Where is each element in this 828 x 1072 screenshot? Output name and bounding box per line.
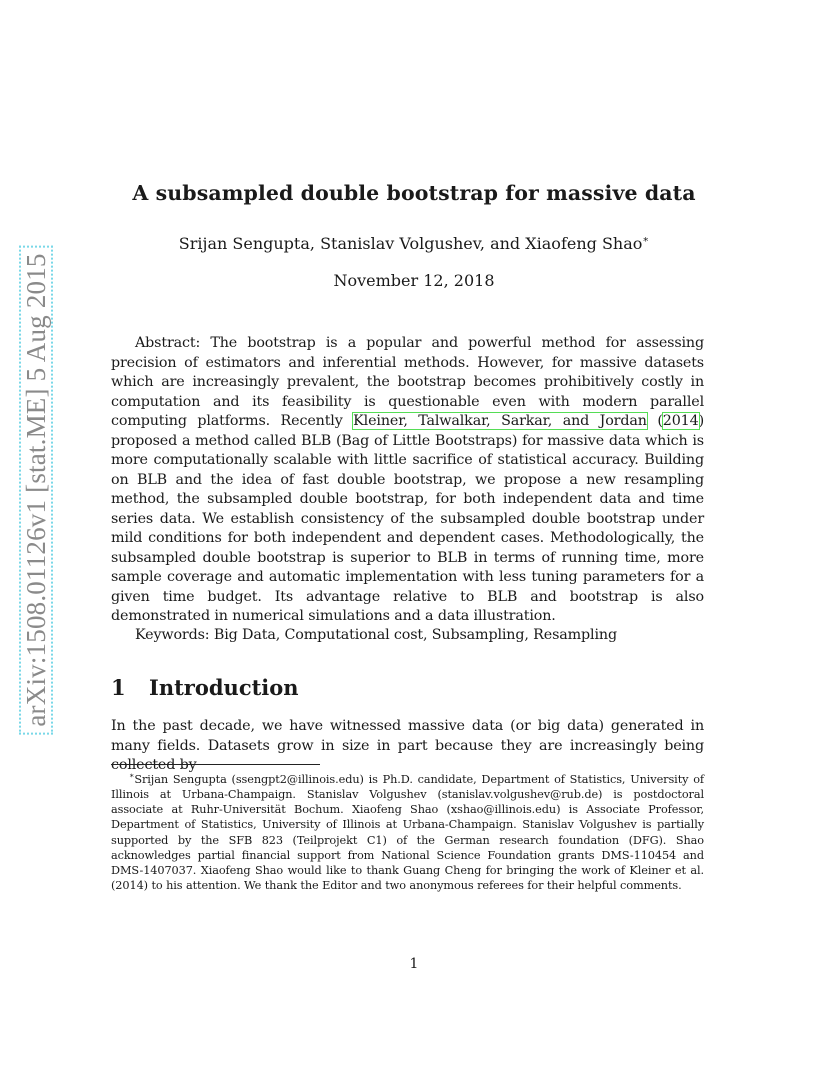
footnote-divider xyxy=(111,764,320,765)
section-heading-introduction xyxy=(111,675,299,700)
section-title: Introduction xyxy=(149,675,299,700)
footnote-mark: ∗ xyxy=(129,771,135,780)
abstract xyxy=(111,334,704,627)
author-footnote-mark[interactable]: ∗ xyxy=(642,234,650,246)
author-footnote xyxy=(111,768,704,893)
author-list xyxy=(0,234,828,253)
citation-link-year[interactable]: 2014 xyxy=(662,413,699,429)
abstract-text-start: Abstract: The bootstrap is a popular and powerful method for assessing precision of estimators and inferential methods. However, for massive datasets which are increasingly prevalent, the bootstrap becomes prohibitively costly in computation and its feasibility is questionable even with modern parallel computing platforms. Recently xyxy=(111,335,704,429)
arxiv-identifier-stamp[interactable]: arXiv:1508.01126v1 [stat.ME] 5 Aug 2015 xyxy=(19,245,53,734)
keywords: Keywords: Big Data, Computational cost, Subsampling, Resampling xyxy=(135,627,617,643)
intro-paragraph: In the past decade, we have witnessed massive data (or big data) generated in many fields. Datasets grow in size in part because they are increasingly being collected by xyxy=(111,718,704,773)
section-number: 1 xyxy=(111,675,126,700)
citation-open-paren: ( xyxy=(646,413,663,429)
footnote-text: Srijan Sengupta (ssengpt2@illinois.edu) is Ph.D. candidate, Department of Statistics, University of Illinois at Urbana-Champaign. Stanislav Volgushev (stanislav.volgushev@rub.de) is postdoctoral associate at Ruhr-Universität Bochum. Xiaofeng Shao (xshao@illinois.edu) is Associate Professor, Department of Statistics, University of Illinois at Urbana-Champaign. Stanislav Volgushev is partially supported by the SFB 823 (Teilprojekt C1) of the German research foundation (DFG). Shao acknowledges partial financial support from National Science Foundation grants DMS-110454 and DMS-1407037. Xiaofeng Shao would like to thank Guang Cheng for bringing the work of Kleiner et al. (2014) to his attention. We thank the Editor and two anonymous referees for their helpful comments. xyxy=(111,772,704,893)
paper-date: November 12, 2018 xyxy=(333,271,495,290)
abstract-text-end: ) proposed a method called BLB (Bag of Little Bootstraps) for massive data which is more computationally scalable with little sacrifice of statistical accuracy. Building on BLB and the idea of fast double bootstrap, we propose a new resampling method, the subsampled double bootstrap, for both independent data and time series data. We establish consistency of the subsampled double bootstrap under mild conditions for both independent and dependent cases. Methodologically, the subsampled double bootstrap is superior to BLB in terms of running time, more sample coverage and automatic implementation with less tuning parameters for a given time budget. Its advantage relative to BLB and bootstrap is also demonstrated in numerical simulations and a data illustration. xyxy=(111,413,704,624)
citation-link-authors[interactable]: Kleiner, Talwalkar, Sarkar, and Jordan xyxy=(353,413,647,429)
paper-title: A subsampled double bootstrap for massive data xyxy=(132,181,696,205)
author-names: Srijan Sengupta, Stanislav Volgushev, and Xiaofeng Shao xyxy=(178,234,643,253)
page-number: 1 xyxy=(409,956,419,972)
